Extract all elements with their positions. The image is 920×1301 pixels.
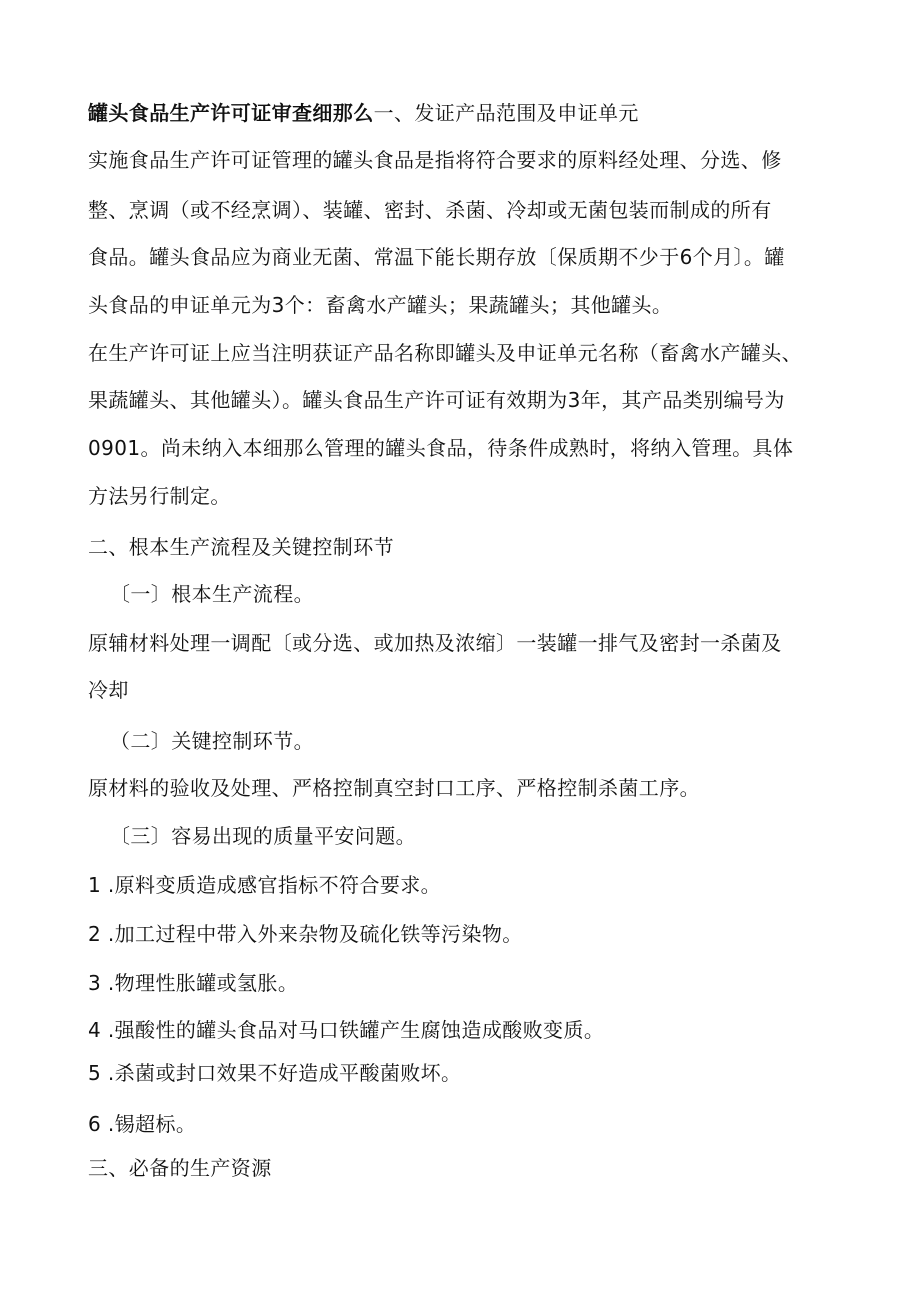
- document-title: 罐头食品生产许可证审查细那么: [88, 101, 374, 125]
- process-flow-line: 冷却: [88, 678, 129, 702]
- document-title-line: [88, 99, 639, 127]
- paragraph-license-line: 果蔬罐头、其他罐头）。罐头食品生产许可证有效期为3年，其产品类别编号为: [88, 388, 785, 412]
- issue-item: 2 .加工过程中带入外来杂物及硫化铁等污染物。: [88, 922, 523, 946]
- paragraph-license-line: 方法另行制定。: [88, 484, 231, 508]
- paragraph-scope-line: 头食品的申证单元为3个：畜禽水产罐头；果蔬罐头；其他罐头。: [88, 293, 673, 317]
- subsection-control-heading: （二〕关键控制环节。: [110, 729, 314, 753]
- issue-item: 4 .强酸性的罐头食品对马口铁罐产生腐蚀造成酸败变质。: [88, 1018, 605, 1042]
- subsection-issues-heading: 〔三〕容易出现的质量平安问题。: [110, 824, 416, 848]
- paragraph-scope-line: 整、烹调（或不经烹调）、装罐、密封、杀菌、冷却或无菌包装而制成的所有: [88, 198, 772, 222]
- paragraph-license-line: 0901。尚未纳入本细那么管理的罐头食品，待条件成熟时，将纳入管理。具体: [88, 436, 794, 460]
- section-2-heading: 二、根本生产流程及关键控制环节: [88, 535, 394, 559]
- paragraph-license-line: 在生产许可证上应当注明获证产品名称即罐头及申证单元名称（畜禽水产罐头、: [88, 341, 802, 365]
- issue-item: 3 .物理性胀罐或氢胀。: [88, 971, 299, 995]
- section-3-heading: 三、必备的生产资源: [88, 1156, 272, 1180]
- paragraph-scope-line: 实施食品生产许可证管理的罐头食品是指将符合要求的原料经处理、分选、修: [88, 148, 782, 172]
- section-1-heading: 一、发证产品范围及申证单元: [373, 101, 639, 125]
- control-points-text: 原材料的验收及处理、严格控制真空封口工序、严格控制杀菌工序。: [88, 776, 700, 800]
- issue-item: 1 .原料变质造成感官指标不符合要求。: [88, 873, 442, 897]
- issue-item: 6 .锡超标。: [88, 1112, 197, 1136]
- issue-item: 5 .杀菌或封口效果不好造成平酸菌败坏。: [88, 1061, 462, 1085]
- subsection-process-heading: 〔一〕根本生产流程。: [110, 582, 314, 606]
- process-flow-line: 原辅材料处理一调配〔或分选、或加热及浓缩〕一装罐一排气及密封一杀菌及: [88, 631, 782, 655]
- paragraph-scope-line: 食品。罐头食品应为商业无菌、常温下能长期存放〔保质期不少于6个月〕。罐: [88, 245, 785, 269]
